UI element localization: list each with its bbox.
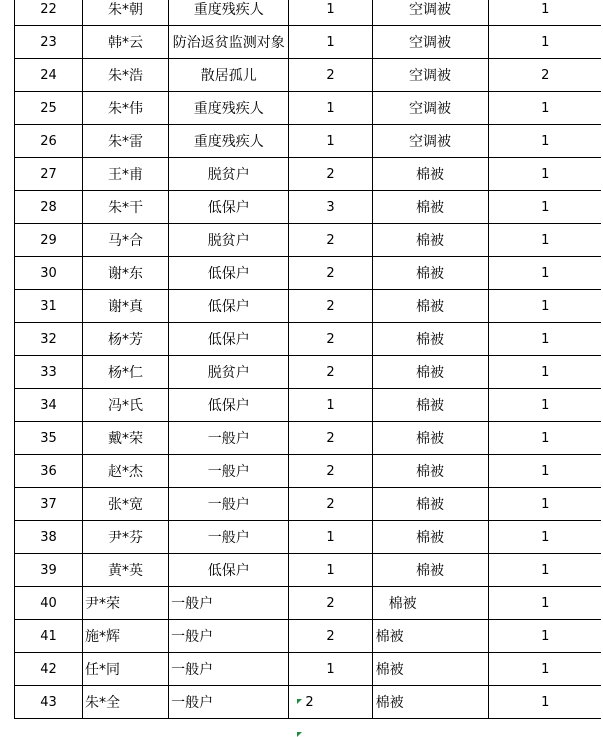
cell-number[interactable]: 29: [15, 224, 83, 257]
cell-name[interactable]: 韩*云: [82, 26, 168, 59]
cell-household-size[interactable]: 2: [289, 290, 372, 323]
table-row: [15, 455, 603, 488]
table-row: [15, 521, 603, 554]
table-row: [15, 620, 603, 653]
table-row: [15, 191, 603, 224]
cell-household-type[interactable]: 一般户: [169, 422, 289, 455]
cell-quantity[interactable]: 1: [488, 290, 603, 323]
cell-item[interactable]: 棉被: [372, 191, 488, 224]
cell-number[interactable]: 27: [15, 158, 83, 191]
cell-item[interactable]: 棉被: [372, 620, 488, 653]
cell-name[interactable]: 朱*朝: [82, 0, 168, 26]
table-row: [15, 0, 603, 26]
table-row: [15, 92, 603, 125]
cell-name[interactable]: 赵*杰: [82, 455, 168, 488]
cell-quantity[interactable]: 1: [488, 26, 603, 59]
cell-quantity[interactable]: 1: [488, 620, 603, 653]
table-row: [15, 356, 603, 389]
cell-household-type[interactable]: 防治返贫监测对象: [169, 26, 289, 59]
cell-name[interactable]: 朱*雷: [82, 125, 168, 158]
cell-name[interactable]: 朱*干: [82, 191, 168, 224]
cell-number[interactable]: 25: [15, 92, 83, 125]
cell-number[interactable]: 39: [15, 554, 83, 587]
cell-household-size[interactable]: 2: [289, 323, 372, 356]
cell-number[interactable]: 38: [15, 521, 83, 554]
table-row: [15, 125, 603, 158]
cell-item[interactable]: 空调被: [372, 26, 488, 59]
table-row: [15, 323, 603, 356]
cell-name[interactable]: 冯*氏: [82, 389, 168, 422]
cell-item[interactable]: 空调被: [372, 125, 488, 158]
cell-item[interactable]: 棉被: [372, 653, 488, 686]
cell-name[interactable]: 朱*全: [82, 686, 168, 719]
cell-name[interactable]: 尹*荣: [82, 587, 168, 620]
cell-name[interactable]: 朱*伟: [82, 92, 168, 125]
cell-number[interactable]: 40: [15, 587, 83, 620]
cell-name[interactable]: 谢*东: [82, 257, 168, 290]
cell-household-size[interactable]: 1: [289, 92, 372, 125]
cell-name[interactable]: 王*甫: [82, 158, 168, 191]
table-row: [15, 26, 603, 59]
cell-household-size[interactable]: 3: [289, 191, 372, 224]
cell-number[interactable]: 37: [15, 488, 83, 521]
cell-household-type[interactable]: 一般户: [169, 620, 289, 653]
cell-item[interactable]: 棉被: [372, 488, 488, 521]
cell-household-type[interactable]: 重度残疾人: [169, 92, 289, 125]
cell-number[interactable]: 32: [15, 323, 83, 356]
table-row: [15, 224, 603, 257]
cell-name[interactable]: 马*合: [82, 224, 168, 257]
cell-household-size[interactable]: 2: [289, 488, 372, 521]
table-row: [15, 554, 603, 587]
cell-quantity[interactable]: 1: [488, 521, 603, 554]
table-body: [15, 0, 603, 719]
cell-household-size[interactable]: 1: [289, 0, 372, 26]
cell-household-type[interactable]: 一般户: [169, 686, 289, 719]
cell-item[interactable]: 空调被: [372, 92, 488, 125]
cell-name[interactable]: 朱*浩: [82, 59, 168, 92]
table-row: [15, 257, 603, 290]
cell-number[interactable]: 30: [15, 257, 83, 290]
cell-quantity[interactable]: 1: [488, 455, 603, 488]
cell-household-type[interactable]: 一般户: [169, 653, 289, 686]
cell-household-size[interactable]: 2: [289, 587, 372, 620]
cell-household-type[interactable]: 低保户: [169, 257, 289, 290]
cell-number[interactable]: 26: [15, 125, 83, 158]
cell-name[interactable]: 杨*芳: [82, 323, 168, 356]
cell-quantity[interactable]: 1: [488, 224, 603, 257]
cell-number[interactable]: 35: [15, 422, 83, 455]
cell-household-type[interactable]: 低保户: [169, 389, 289, 422]
cell-number[interactable]: 22: [15, 0, 83, 26]
cell-quantity[interactable]: 1: [488, 554, 603, 587]
left-margin: [0, 0, 14, 737]
cell-household-size[interactable]: 2: [289, 257, 372, 290]
cell-item[interactable]: 棉被: [372, 158, 488, 191]
cell-household-size[interactable]: 2: [289, 686, 372, 719]
cell-item[interactable]: 棉被: [372, 323, 488, 356]
cell-quantity[interactable]: 1: [488, 653, 603, 686]
cell-household-size[interactable]: 2: [289, 422, 372, 455]
cell-number[interactable]: 34: [15, 389, 83, 422]
cell-household-size[interactable]: 2: [289, 620, 372, 653]
cell-household-type[interactable]: 脱贫户: [169, 224, 289, 257]
cell-name[interactable]: 黄*英: [82, 554, 168, 587]
cell-household-type[interactable]: 一般户: [169, 455, 289, 488]
cell-household-type[interactable]: 重度残疾人: [169, 125, 289, 158]
cell-quantity[interactable]: 1: [488, 686, 603, 719]
cell-item[interactable]: 棉被: [372, 554, 488, 587]
table-row: [15, 422, 603, 455]
cell-item[interactable]: 棉被: [372, 521, 488, 554]
cell-number[interactable]: 36: [15, 455, 83, 488]
cell-quantity[interactable]: 1: [488, 587, 603, 620]
cell-name[interactable]: 尹*芬: [82, 521, 168, 554]
cell-quantity[interactable]: 1: [488, 0, 603, 26]
table-row: [15, 488, 603, 521]
cell-item[interactable]: 棉被: [372, 587, 488, 620]
cell-household-size[interactable]: 1: [289, 554, 372, 587]
cell-quantity[interactable]: 1: [488, 125, 603, 158]
cell-name[interactable]: 张*宽: [82, 488, 168, 521]
cell-household-size[interactable]: 2: [289, 158, 372, 191]
cell-household-size[interactable]: 1: [289, 521, 372, 554]
cell-item[interactable]: 棉被: [372, 290, 488, 323]
cell-name[interactable]: 杨*仁: [82, 356, 168, 389]
table-row: [15, 653, 603, 686]
cell-number[interactable]: 24: [15, 59, 83, 92]
cell-household-size[interactable]: 2: [289, 59, 372, 92]
distribution-table: [14, 0, 603, 719]
cell-household-type[interactable]: 一般户: [169, 521, 289, 554]
cell-number[interactable]: 43: [15, 686, 83, 719]
cell-item[interactable]: 棉被: [372, 422, 488, 455]
cell-item[interactable]: 棉被: [372, 257, 488, 290]
cell-household-size[interactable]: 2: [289, 356, 372, 389]
table-row: [15, 290, 603, 323]
cell-household-size[interactable]: 2: [289, 224, 372, 257]
table-row: [15, 158, 603, 191]
cell-number[interactable]: 23: [15, 26, 83, 59]
cell-household-type[interactable]: 重度残疾人: [169, 0, 289, 26]
cell-household-type[interactable]: 散居孤儿: [169, 59, 289, 92]
cell-household-type[interactable]: 低保户: [169, 554, 289, 587]
table-row: [15, 587, 603, 620]
cell-quantity[interactable]: 1: [488, 488, 603, 521]
cell-household-type[interactable]: 一般户: [169, 587, 289, 620]
cell-household-type[interactable]: 低保户: [169, 323, 289, 356]
cell-item[interactable]: 棉被: [372, 356, 488, 389]
cell-item[interactable]: 棉被: [372, 224, 488, 257]
cell-number[interactable]: 33: [15, 356, 83, 389]
cell-number[interactable]: 31: [15, 290, 83, 323]
cell-name[interactable]: 任*同: [82, 653, 168, 686]
cell-name[interactable]: 戴*荣: [82, 422, 168, 455]
cell-household-type[interactable]: 低保户: [169, 290, 289, 323]
cell-quantity[interactable]: 1: [488, 389, 603, 422]
cell-quantity[interactable]: 1: [488, 323, 603, 356]
cell-quantity[interactable]: 2: [488, 59, 603, 92]
cell-household-type[interactable]: 脱贫户: [169, 158, 289, 191]
cell-household-size[interactable]: 1: [289, 389, 372, 422]
cell-item[interactable]: 棉被: [372, 455, 488, 488]
cell-quantity[interactable]: 1: [488, 356, 603, 389]
cell-error-marker: [297, 699, 302, 704]
cell-household-size[interactable]: 2: [289, 455, 372, 488]
cell-household-type[interactable]: 脱贫户: [169, 356, 289, 389]
cell-number[interactable]: 42: [15, 653, 83, 686]
cell-household-type[interactable]: 一般户: [169, 488, 289, 521]
cell-item[interactable]: 棉被: [372, 389, 488, 422]
table-row: [15, 59, 603, 92]
cell-quantity[interactable]: 1: [488, 158, 603, 191]
cell-item[interactable]: 空调被: [372, 0, 488, 26]
table-row: [15, 686, 603, 719]
cell-name[interactable]: 施*辉: [82, 620, 168, 653]
cell-quantity[interactable]: 1: [488, 257, 603, 290]
cell-household-size[interactable]: 1: [289, 653, 372, 686]
cell-name[interactable]: 谢*真: [82, 290, 168, 323]
cell-error-marker: [297, 732, 302, 737]
cell-quantity[interactable]: 1: [488, 422, 603, 455]
cell-household-size[interactable]: 1: [289, 125, 372, 158]
cell-household-type[interactable]: 低保户: [169, 191, 289, 224]
cell-item[interactable]: 空调被: [372, 59, 488, 92]
cell-number[interactable]: 28: [15, 191, 83, 224]
cell-item[interactable]: 棉被: [372, 686, 488, 719]
cell-household-size[interactable]: 1: [289, 26, 372, 59]
table-row: [15, 389, 603, 422]
cell-number[interactable]: 41: [15, 620, 83, 653]
cell-quantity[interactable]: 1: [488, 191, 603, 224]
cell-quantity[interactable]: 1: [488, 92, 603, 125]
